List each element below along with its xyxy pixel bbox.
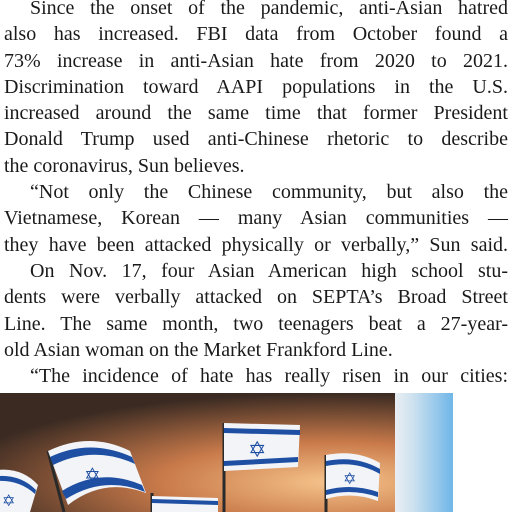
article-line: the coronavirus, Sun believes. [4,154,245,177]
svg-text:✡: ✡ [248,438,267,463]
article-line: Vietnamese, Korean — many Asian communities — [4,207,508,230]
article-line: also has increased. FBI data from October found a [4,23,508,46]
page-margin [453,393,512,512]
article-line: dents were verbally attacked on SEPTA’s Broad Street [4,286,508,309]
article-line: Discrimination toward AAPI populations in the U.S. [4,75,508,98]
photo-illustration [0,393,512,512]
israeli-flags-photo [0,393,512,512]
article-line: “Not only the Chinese community, but also the [30,181,508,204]
article-line: increased around the same time that former President [4,102,508,125]
article-line: “The incidence of hate has really risen in our cities: [30,365,508,388]
article-line: Line. The same month, two teenagers beat a 27-year- [4,312,508,335]
svg-text:✡: ✡ [84,463,101,487]
side-panel [395,393,453,512]
article-line: On Nov. 17, four Asian American high school stu- [30,259,508,282]
article-line: 73% increase in anti-Asian hate from 2020 to 2021. [4,49,508,72]
article-line: old Asian woman on the Market Frankford Line. [4,338,393,361]
article-line: Donald Trump used anti-Chinese rhetoric to describe [4,128,508,151]
article-line: Since the onset of the pandemic, anti-Asian hatred [30,0,508,19]
svg-text:✡: ✡ [2,491,16,510]
svg-text:✡: ✡ [343,469,357,488]
article-line: they have been attacked physically or verbally,” Sun said. [4,233,508,256]
